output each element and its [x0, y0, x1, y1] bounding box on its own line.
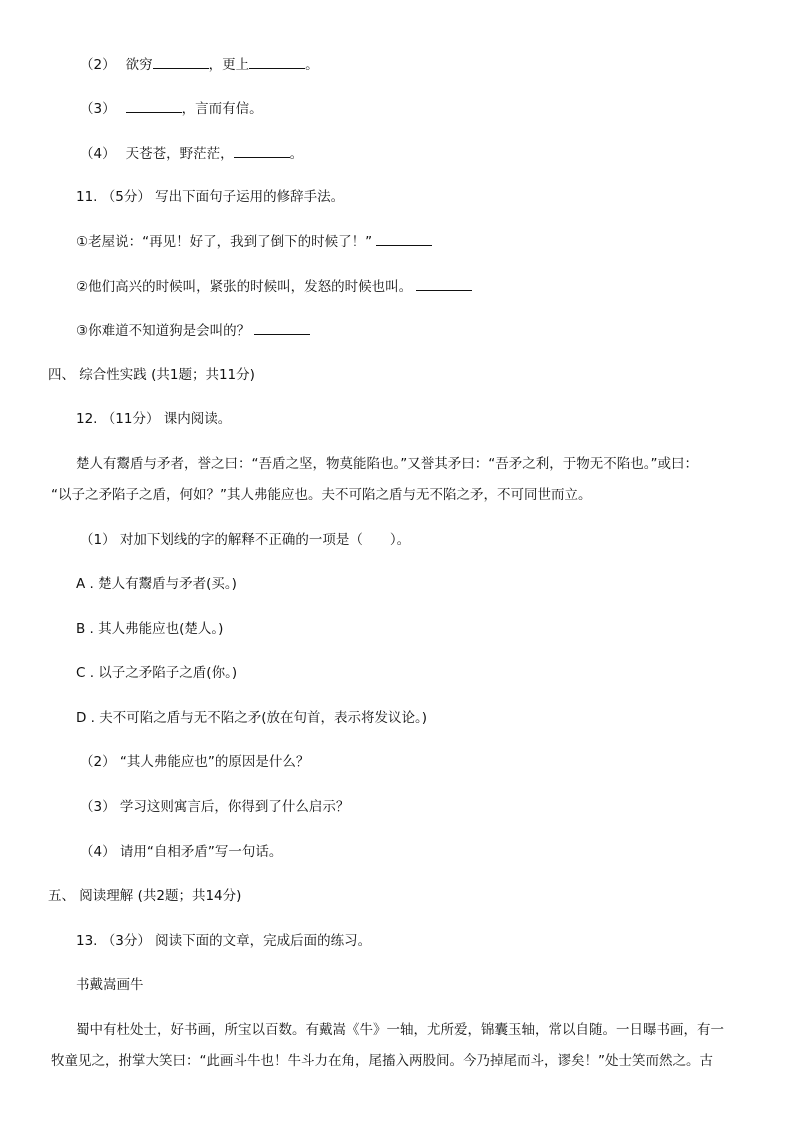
line-text: 欲穷 [125, 57, 153, 73]
answer-blank[interactable] [126, 98, 182, 113]
line-text: 。 [289, 146, 304, 162]
item-number: （2） [80, 57, 116, 73]
question-13-heading: 13. （3分） 阅读下面的文章，完成后面的练习。 [76, 933, 372, 949]
line-text: 天苍苍，野茫茫， [125, 146, 234, 162]
line-text: ，更上 [208, 57, 250, 73]
q12-sub-4: （4） 请用“自相矛盾”写一句话。 [80, 844, 283, 860]
section-4-heading: 四、 综合性实践 (共1题；共11分) [48, 367, 255, 383]
q12-sub-1: （1） 对加下划线的字的解释不正确的一项是（ ）。 [80, 532, 411, 548]
option-c[interactable]: C . 以子之矛陷子之盾(你。) [76, 665, 238, 681]
sentence-text: ②他们高兴的时候叫，紧张的时候叫，发怒的时候也叫。 [76, 279, 413, 295]
q10-item3 [80, 98, 263, 119]
item-number: （3） [80, 101, 116, 117]
answer-blank[interactable] [416, 276, 472, 291]
sentence-text: ③你难道不知道狗是会叫的？ [76, 323, 251, 339]
q12-sub-2: （2） “其人弗能应也”的原因是什么？ [80, 754, 310, 770]
option-d[interactable]: D . 夫不可陷之盾与无不陷之矛(放在句首，表示将发议论。) [76, 710, 428, 726]
q11-sentence-3 [76, 320, 310, 341]
answer-blank[interactable] [376, 231, 432, 246]
line-text: ，言而有信。 [181, 101, 263, 117]
q11-sentence-1 [76, 231, 432, 252]
question-11-heading: 11. （5分） 写出下面句子运用的修辞手法。 [76, 189, 345, 205]
answer-blank[interactable] [254, 320, 310, 335]
q11-sentence-2 [76, 276, 472, 297]
question-12-heading: 12. （11分） 课内阅读。 [76, 411, 232, 427]
answer-blank[interactable] [249, 54, 305, 69]
passage-line-1: 楚人有鬻盾与矛者，誉之曰：“吾盾之坚，物莫能陷也。”又誉其矛曰：“吾矛之利，于物无不陷也。”或曰： [76, 456, 698, 472]
option-b[interactable]: B . 其人弗能应也(楚人。) [76, 621, 224, 637]
line-text: 。 [305, 57, 319, 73]
option-a[interactable]: A . 楚人有鬻盾与矛者(买。) [76, 576, 237, 592]
q12-sub-3: （3） 学习这则寓言后，你得到了什么启示？ [80, 799, 350, 815]
item-number: （4） [80, 146, 116, 162]
q10-item2 [80, 54, 319, 75]
answer-blank[interactable] [153, 54, 209, 69]
article-line-1: 蜀中有杜处士，好书画，所宝以百数。有戴嵩《牛》一轴，尤所爱，锦囊玉轴，常以自随。一日曝书画，有一 [76, 1022, 724, 1038]
passage-line-2: “以子之矛陷子之盾，何如？”其人弗能应也。夫不可陷之盾与无不陷之矛，不可同世而立。 [51, 487, 592, 503]
article-title: 书戴嵩画牛 [76, 977, 144, 993]
sentence-text: ①老屋说：“再见！好了，我到了倒下的时候了！” [76, 234, 373, 250]
answer-blank[interactable] [234, 143, 290, 158]
article-line-2: 牧童见之，拊掌大笑曰：“此画斗牛也！牛斗力在角，尾搐入两股间。今乃掉尾而斗，谬矣！”处士笑而然之。古 [51, 1053, 713, 1069]
q10-item4 [80, 143, 303, 164]
section-5-heading: 五、 阅读理解 (共2题；共14分) [48, 888, 242, 904]
